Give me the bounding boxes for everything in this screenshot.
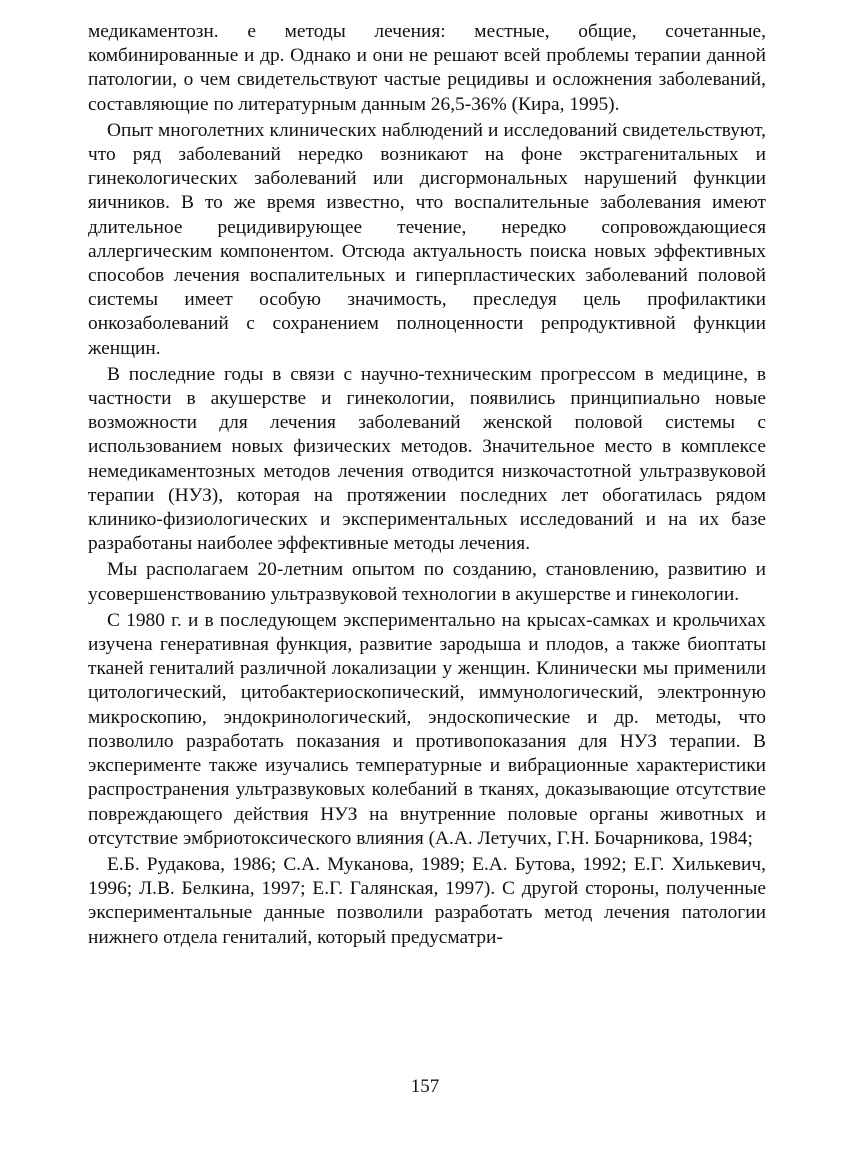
- body-text: [88, 20, 766, 952]
- paragraph-experiments: С 1980 г. и в последующем экспериментально на крысах-самках и крольчихах изучена генеративная функция, развитие зародыша и плодов, а также биоптаты тканей гениталий различной локализации у женщин. Клинически мы применили цитологический, цитобактериоскопический, иммунологический, электронную микроскопию, эндокринологический, эндоскопические и др. методы, что позволило разработать показания и противопоказания для НУЗ терапии. В эксперименте также изучались температурные и вибрационные характеристики распространения ультразвуковых колебаний в тканях, доказывающие отсутствие повреждающего действия НУЗ на внутренние половые органы животных и отсутствие эмбриотоксического влияния (А.А. Летучих, Г.Н. Бочарникова, 1984;: [88, 609, 766, 849]
- page-number: 157: [410, 1076, 440, 1097]
- paragraph-clinical-observations: Опыт многолетних клинических наблюдений и исследований свидетельствуют, что ряд заболеваний нередко возникают на фоне экстрагенитальных и гинекологических заболеваний или дисгормональных нарушений функции яичников. В то же время известно, что воспалительные заболевания имеют длительное рецидивирующее течение, нередко сопровождающиеся аллергическим компонентом. Отсюда актуальность поиска новых эффективных способов лечения воспалительных и гиперпластических заболеваний половой системы имеет особую значимость, преследуя цель профилактики онкозаболеваний с сохранением полноценности репродуктивной функции женщин.: [88, 119, 766, 359]
- paragraph-continuation: медикаментозн. е методы лечения: местные, общие, сочетанные, комбинированные и др. Однако и они не решают всей проблемы терапии данной патологии, о чем свидетельствуют частые рецидивы и осложнения заболеваний, составляющие по литературным данным 26,5-36% (Кира, 1995).: [88, 21, 766, 115]
- paragraph-experience: Мы располагаем 20-летним опытом по созданию, становлению, развитию и усовершенствованию ультразвуковой технологии в акушерстве и гинекологии.: [88, 559, 766, 605]
- paragraph-references: Е.Б. Рудакова, 1986; С.А. Муканова, 1989; Е.А. Бутова, 1992; Е.Г. Хилькевич, 1996; Л.В. Белкина, 1997; Е.Г. Галянская, 1997). С другой стороны, полученные экспериментальные данные позволили разработать метод лечения патологии нижнего отдела гениталий, который предусматри-: [88, 853, 766, 948]
- paragraph-physical-methods: В последние годы в связи с научно-техническим прогрессом в медицине, в частности в акушерстве и гинекологии, появились принципиально новые возможности для лечения заболеваний женской половой системы с использованием новых физических методов. Значительное место в комплексе немедикаментозных методов лечения отводится низкочастотной ультразвуковой терапии (НУЗ), которая на протяжении последних лет обогатилась рядом клинико-физиологических и экспериментальных исследований и на их базе разработаны наиболее эффективные методы лечения.: [88, 363, 766, 555]
